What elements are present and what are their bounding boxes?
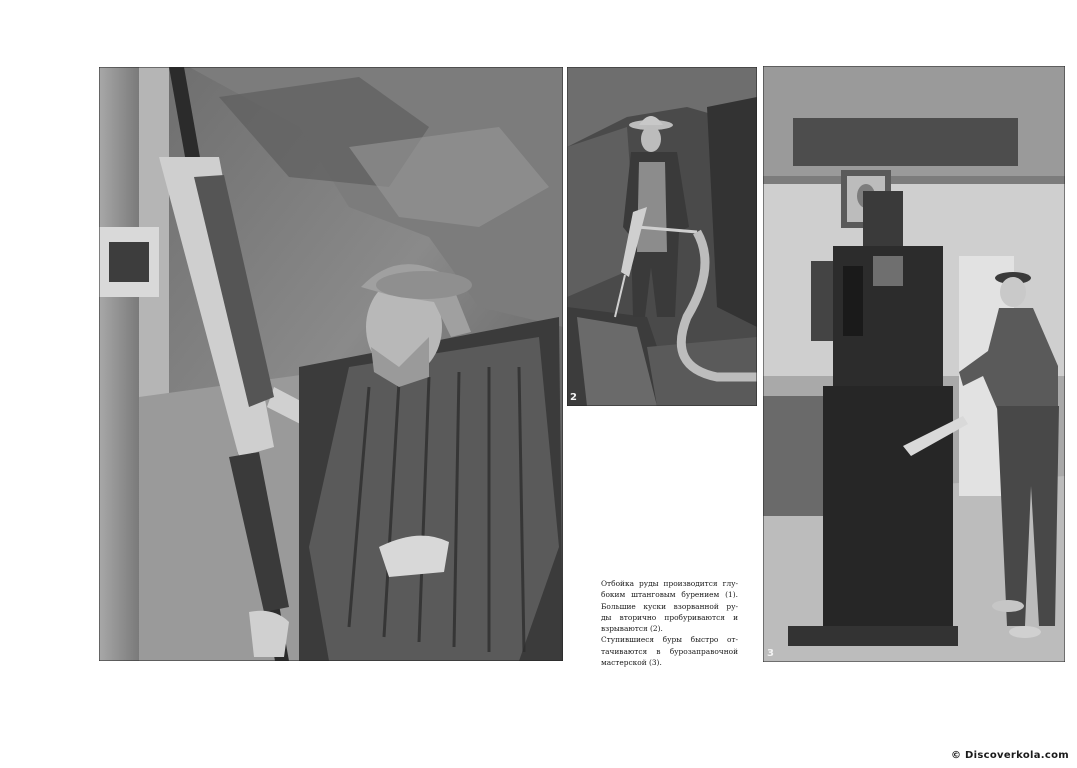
photo-miner-with-pneumatic-drill [567,67,757,406]
photo-drill-sharpening-workshop [763,66,1065,662]
photo-number-2: 2 [570,392,577,403]
watermark: © Discoverkola.com [950,750,1069,761]
photo-miner-with-drill-image [99,67,563,661]
photo-number-3: 3 [767,648,774,659]
photo-caption [601,578,738,668]
caption-line: мастерской (3). [601,658,662,668]
caption-paragraph-1 [601,578,738,634]
photo-drill-sharpening-workshop-image [763,66,1065,662]
photo-miner-with-drill [99,67,563,661]
photo-miner-with-pneumatic-drill-image [567,67,757,406]
caption-line: тачиваются в бурозаправочной [601,646,738,656]
caption-paragraph-2 [601,634,738,668]
caption-line: Большие куски взорванной ру- [601,601,738,611]
caption-line: Ступившиеся буры быстро от- [601,635,738,645]
caption-line: боким штанговым бурением (1). [601,590,738,600]
caption-line: ды вторично пробуриваются и [601,612,738,622]
caption-line: взрываются (2). [601,624,663,634]
caption-line: Отбойка руды производится глу- [601,579,738,588]
